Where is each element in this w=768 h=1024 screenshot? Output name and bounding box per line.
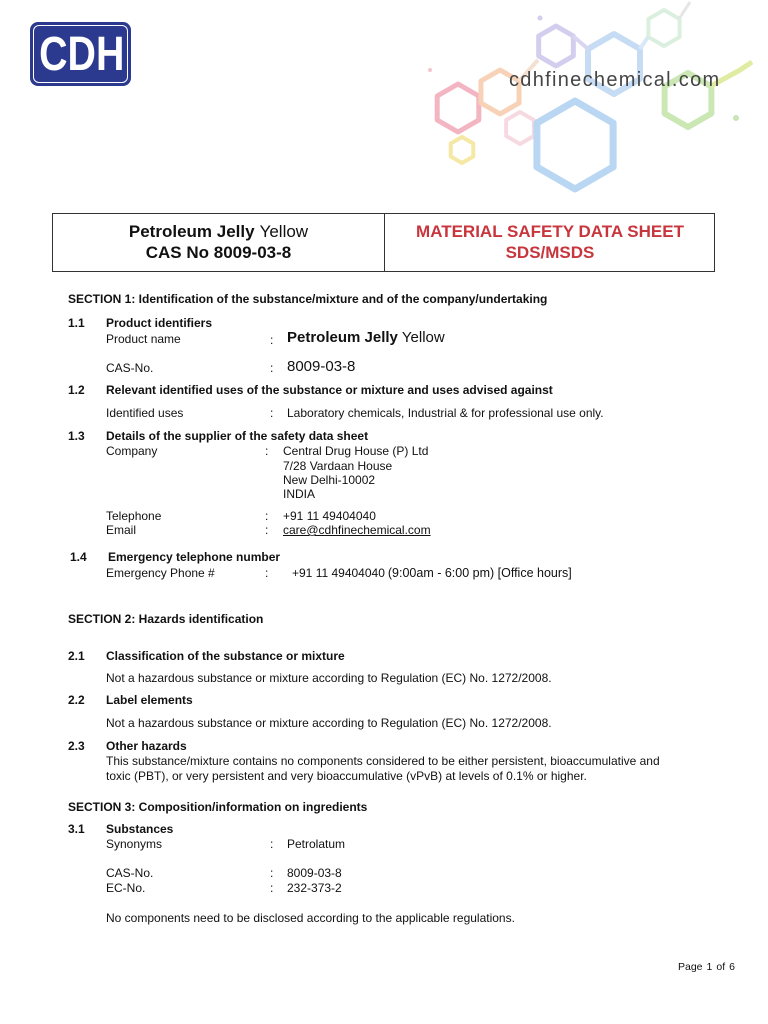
subsection-title: Label elements [106, 693, 193, 707]
title-box-doc-cell [384, 214, 715, 271]
page-total: 6 [729, 961, 735, 973]
field-separator: : [270, 881, 274, 895]
field-separator: : [265, 444, 269, 458]
field-separator: : [270, 406, 274, 420]
bond-line-gray [679, 2, 690, 19]
hexagon-shape-lavender [506, 112, 534, 144]
title-box-product-cell [53, 214, 384, 271]
hexagon-shape-teal [648, 10, 679, 46]
subsection-number: 1.4 [70, 550, 87, 564]
subsection-number: 2.1 [68, 649, 85, 663]
cas-label: CAS-No. [106, 866, 154, 880]
subsection-title: Emergency telephone number [108, 550, 281, 564]
page-current: 1 [706, 961, 713, 973]
bond-line-blue [640, 37, 648, 49]
emergency-phone-hours: (9:00am - 6:00 pm) [Office hours] [387, 566, 572, 580]
company-address-line: New Delhi-10002 [283, 473, 376, 487]
cdh-logo [30, 22, 131, 86]
field-separator: : [270, 866, 274, 880]
product-name-bold: Petroleum Jelly [287, 329, 398, 346]
section-2-heading: SECTION 2: Hazards identification [68, 612, 264, 626]
product-title-bold: Petroleum Jelly [128, 222, 255, 241]
page-of-word: of [716, 961, 726, 973]
subsection-number: 1.2 [68, 383, 85, 397]
bond-line-purple [573, 36, 588, 49]
field-separator: : [270, 361, 274, 375]
telephone-value: +91 11 49404040 [283, 509, 376, 523]
company-name: Central Drug House (P) Ltd [283, 444, 429, 458]
email-link[interactable]: care@cdhfinechemical.com [283, 523, 431, 537]
product-name-label: Product name [106, 332, 181, 346]
subsection-number: 1.3 [68, 429, 85, 443]
section-1-heading: SECTION 1: Identification of the substance/mixture and of the company/undertaking [68, 292, 548, 306]
subsection-title: Details of the supplier of the safety data sheet [106, 429, 369, 443]
other-hazards-text-line: toxic (PBT), or very persistent and very bioaccumulative (vPvB) at levels of 0.1% or higher. [106, 769, 587, 783]
subsection-title: Classification of the substance or mixture [106, 649, 345, 663]
emergency-phone-number: +91 11 49404040 [292, 566, 385, 580]
product-name-rest: Yellow [401, 329, 445, 346]
subsection-number: 1.1 [68, 316, 85, 330]
page-word: Page [678, 961, 703, 973]
hexagon-shape-blue-large [537, 101, 613, 189]
company-address-line: 7/28 Vardaan House [283, 459, 393, 473]
identified-uses-label: Identified uses [106, 406, 184, 420]
field-separator: : [270, 333, 274, 347]
product-title-rest: Yellow [259, 222, 309, 241]
field-separator: : [265, 509, 269, 523]
ec-value: 232-373-2 [287, 881, 342, 895]
cas-value: 8009-03-8 [287, 866, 342, 880]
field-separator: : [265, 566, 269, 580]
field-separator: : [265, 523, 269, 537]
document-subtitle: SDS/MSDS [505, 243, 595, 262]
subsection-number: 2.3 [68, 739, 85, 753]
subsection-title: Substances [106, 822, 174, 836]
hexagon-shape-purple [539, 26, 574, 66]
document-title: MATERIAL SAFETY DATA SHEET [416, 222, 684, 241]
emergency-phone-label: Emergency Phone # [106, 566, 215, 580]
synonyms-value: Petrolatum [287, 837, 346, 851]
cas-label: CAS-No. [106, 361, 154, 375]
label-elements-text: Not a hazardous substance or mixture according to Regulation (EC) No. 1272/2008. [106, 716, 552, 730]
atom-dot-green [733, 115, 739, 121]
product-cas-title: CAS No 8009-03-8 [145, 243, 292, 262]
product-name-value [287, 329, 445, 347]
subsection-title: Other hazards [106, 739, 187, 753]
classification-text: Not a hazardous substance or mixture according to Regulation (EC) No. 1272/2008. [106, 671, 552, 685]
company-label: Company [106, 444, 158, 458]
product-title [53, 222, 384, 242]
subsection-number: 3.1 [68, 822, 85, 836]
section-3-heading: SECTION 3: Composition/information on ingredients [68, 800, 368, 814]
other-hazards-text-line: This substance/mixture contains no components considered to be either persistent, bioaccumulative and [106, 754, 660, 768]
atom-dot-pink [428, 68, 432, 72]
logo-text: CDH [39, 28, 125, 81]
emergency-phone-value [292, 566, 572, 580]
title-box [52, 213, 715, 272]
identified-uses-value: Laboratory chemicals, Industrial & for professional use only. [287, 406, 604, 420]
synonyms-label: Synonyms [106, 837, 163, 851]
subsection-number: 2.2 [68, 693, 85, 707]
telephone-label: Telephone [106, 509, 162, 523]
hexagon-shape-pink [437, 84, 479, 132]
subsection-title: Product identifiers [106, 316, 213, 330]
hexagon-shape-yellow [451, 137, 474, 163]
field-separator: : [270, 837, 274, 851]
atom-dot-purple [538, 16, 543, 21]
page-number [678, 961, 735, 973]
company-country: INDIA [283, 487, 316, 501]
disclosure-note: No components need to be disclosed according to the applicable regulations. [106, 911, 515, 925]
subsection-title: Relevant identified uses of the substance or mixture and uses advised against [106, 383, 553, 397]
cas-value: 8009-03-8 [287, 358, 356, 375]
email-label: Email [106, 523, 137, 537]
ec-label: EC-No. [106, 881, 146, 895]
website-url: cdhfinechemical.com [509, 69, 721, 91]
